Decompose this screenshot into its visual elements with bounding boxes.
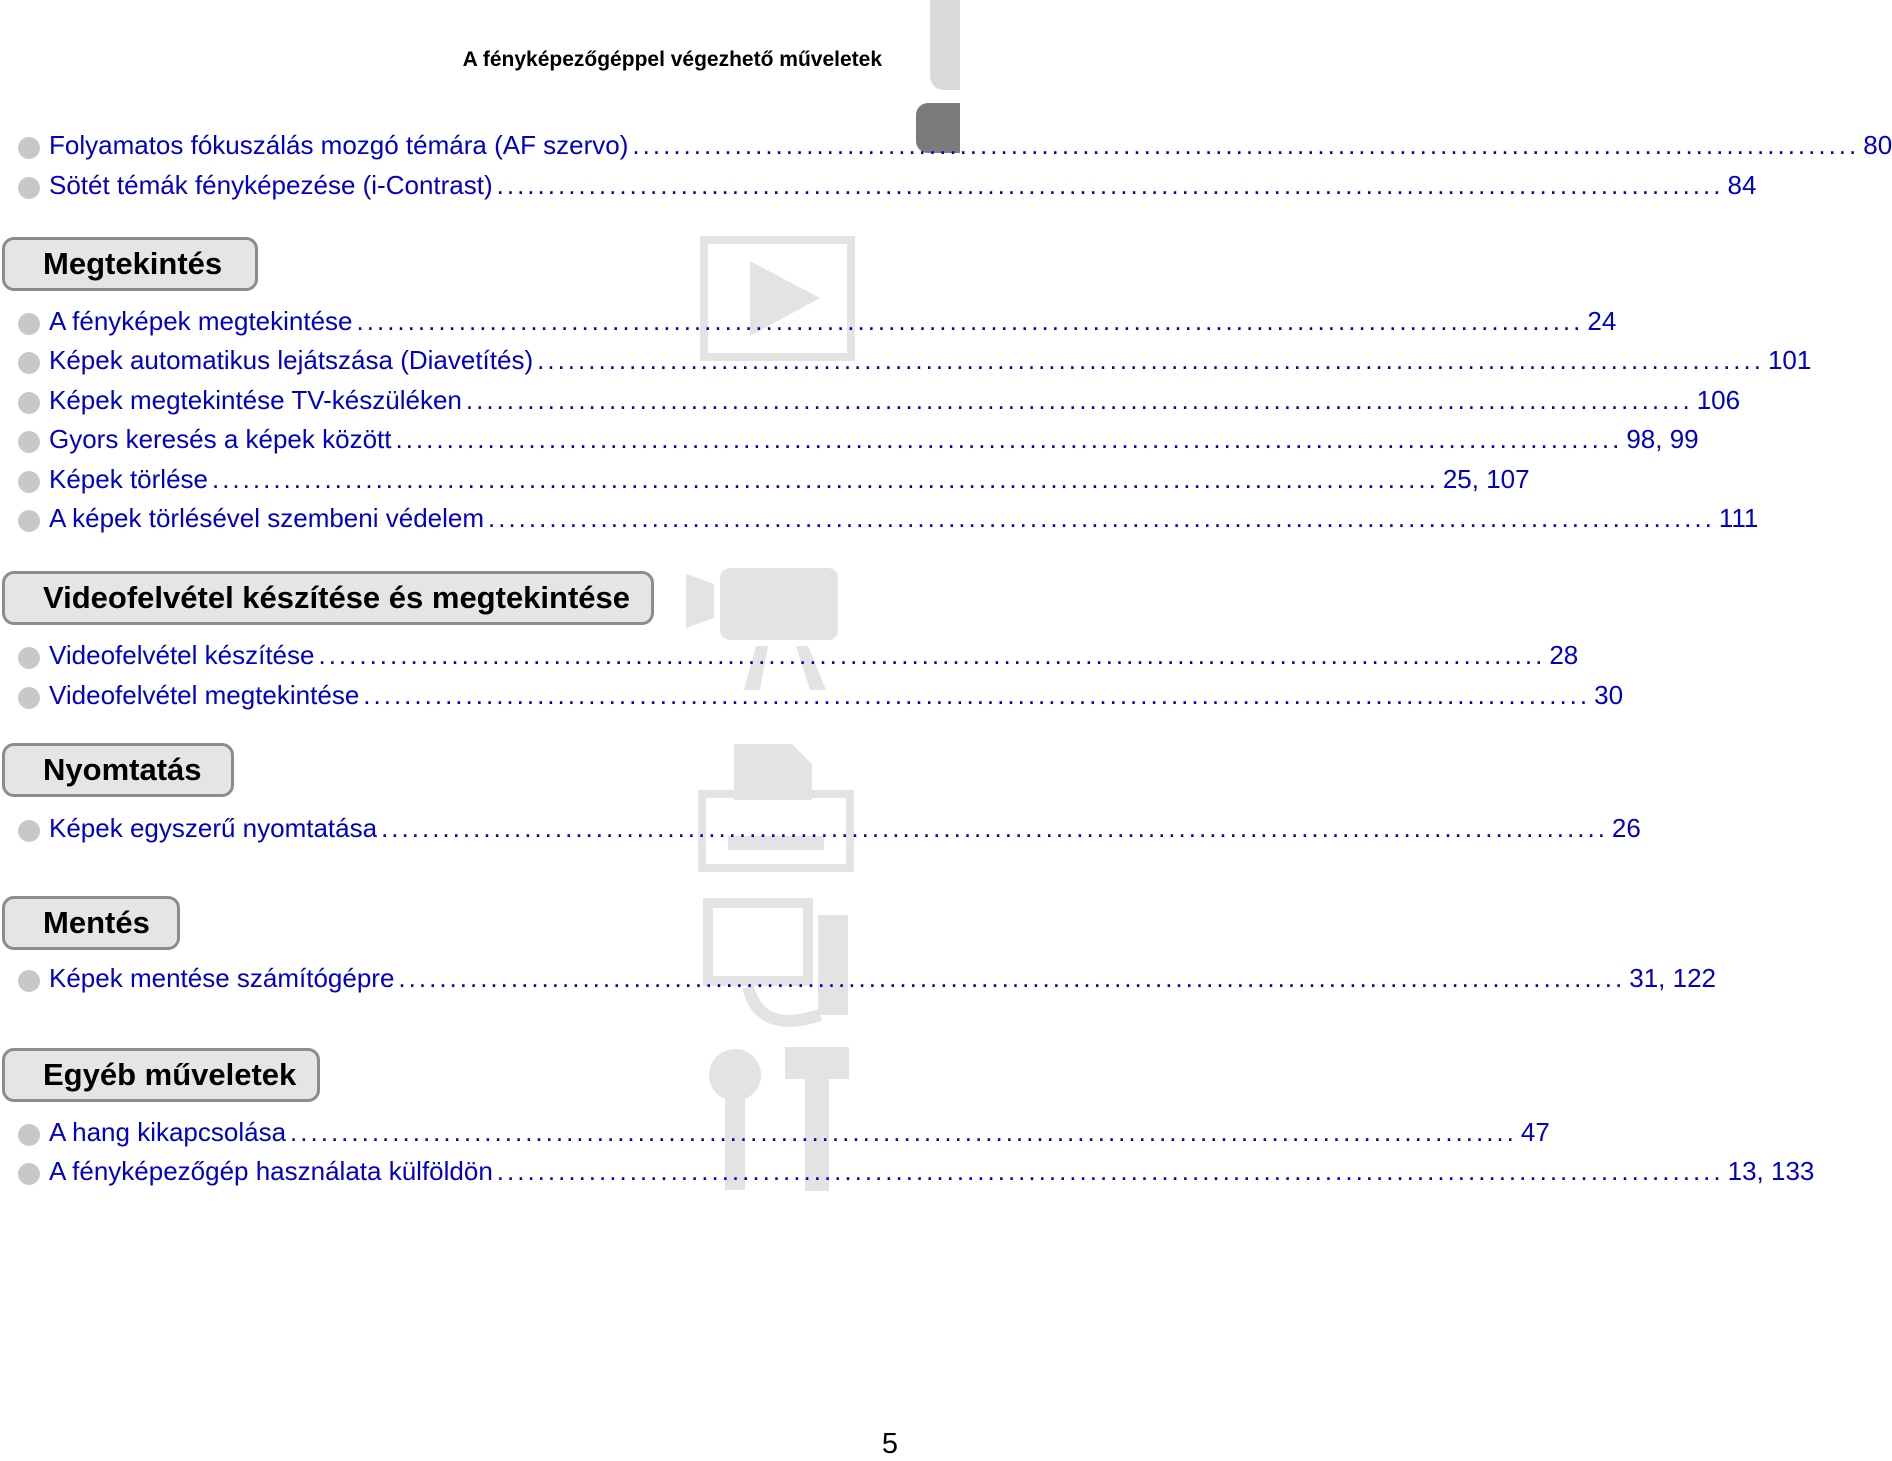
toc-entry[interactable] [18,1156,1815,1192]
toc-entry-label[interactable]: Képek egyszerű nyomtatása [49,813,378,843]
toc-entry-page[interactable]: 80 [1863,130,1892,160]
toc-entry[interactable] [18,345,1812,381]
toc-entry-label[interactable]: Videofelvétel megtekintése [49,680,360,710]
section-title: Megtekintés [43,246,223,281]
bullet-icon [18,1163,40,1185]
dot-leader: ........................................................................................................................ [496,170,1724,200]
bullet-icon [18,647,40,669]
side-tab-top [930,0,960,90]
toc-entry-label[interactable]: A hang kikapcsolása [49,1117,287,1147]
section-heading [2,1048,320,1102]
toc-entry-page[interactable]: 84 [1727,170,1757,200]
toc-entry-page[interactable]: 47 [1520,1117,1550,1147]
page-header-title: A fényképezőgéppel végezhető műveletek [462,48,882,71]
dot-leader: ........................................................................................................................ [381,813,1608,843]
toc-entry-page[interactable]: 25, 107 [1442,464,1530,494]
bullet-icon [18,177,40,199]
toc-entry-page[interactable]: 98, 99 [1626,424,1699,454]
toc-entry[interactable] [18,130,1892,166]
page-number: 5 [881,1428,898,1460]
toc-entry[interactable] [18,424,1699,460]
toc-entry-label[interactable]: A képek törlésével szembeni védelem [49,503,485,533]
toc-entry-page[interactable]: 24 [1587,306,1617,336]
section-heading [2,571,654,625]
section-heading [2,237,258,291]
toc-entry-label[interactable]: Képek megtekintése TV-készüléken [49,385,462,415]
bullet-icon [18,510,40,532]
toc-entry[interactable] [18,963,1717,999]
dot-leader: ........................................................................................................................ [211,464,1439,494]
bullet-icon [18,687,40,709]
toc-entry-label[interactable]: Gyors keresés a képek között [49,424,392,454]
dot-leader: ........................................................................................................................ [356,306,1584,336]
toc-entry-page[interactable]: 13, 133 [1727,1156,1815,1186]
toc-entry-label[interactable]: Képek törlése [49,464,208,494]
dot-leader: ........................................................................................................................ [363,680,1591,710]
toc-entry[interactable] [18,640,1579,676]
toc-entry-page[interactable]: 28 [1549,640,1579,670]
dot-leader: ........................................................................................................................ [488,503,1715,533]
section-heading [2,896,180,950]
section-title: Egyéb műveletek [43,1057,297,1092]
bullet-icon [18,820,40,842]
toc-entry[interactable] [18,170,1757,206]
toc-entry-label[interactable]: Sötét témák fényképezése (i-Contrast) [49,170,493,200]
printer-icon [700,740,855,870]
dot-leader: ........................................................................................................................ [395,424,1623,454]
toc-entry-page[interactable]: 111 [1718,503,1759,533]
toc-entry-label[interactable]: Videofelvétel készítése [49,640,315,670]
section-title: Nyomtatás [43,752,202,787]
section-title: Mentés [43,905,150,940]
toc-entry[interactable] [18,813,1641,849]
dot-leader: ........................................................................................................................ [537,345,1764,375]
dot-leader: ........................................................................................................................ [465,385,1693,415]
toc-entry-page[interactable]: 30 [1594,680,1624,710]
toc-entry[interactable] [18,464,1530,500]
section-title: Videofelvétel készítése és megtekintése [43,580,631,615]
toc-entry-label[interactable]: Képek mentése számítógépre [49,963,395,993]
toc-entry-page[interactable]: 106 [1696,385,1741,415]
bullet-icon [18,970,40,992]
bullet-icon [18,431,40,453]
toc-entry-label[interactable]: Képek automatikus lejátszása (Diavetítés) [49,345,534,375]
bullet-icon [18,1124,40,1146]
bullet-icon [18,352,40,374]
dot-leader: ........................................................................................................................ [318,640,1546,670]
bullet-icon [18,313,40,335]
toc-entry-label[interactable]: Folyamatos fókuszálás mozgó témára (AF szervo) [49,130,629,160]
toc-entry[interactable] [18,503,1759,539]
playback-icon [700,236,855,361]
toc-entry[interactable] [18,306,1617,342]
toc-entry-label[interactable]: A fényképek megtekintése [49,306,353,336]
toc-entry-page[interactable]: 101 [1767,345,1812,375]
bullet-icon [18,392,40,414]
toc-entry-page[interactable]: 26 [1611,813,1641,843]
toc-entry[interactable] [18,385,1741,421]
dot-leader: ........................................................................................................................ [632,130,1860,160]
toc-entry[interactable] [18,1117,1550,1153]
dot-leader: ........................................................................................................................ [290,1117,1517,1147]
toc-entry-label[interactable]: A fényképezőgép használata külföldön [49,1156,493,1186]
toc-entry-page[interactable]: 31, 122 [1629,963,1717,993]
dot-leader: ........................................................................................................................ [398,963,1626,993]
bullet-icon [18,471,40,493]
dot-leader: ........................................................................................................................ [496,1156,1724,1186]
toc-entry[interactable] [18,680,1624,716]
bullet-icon [18,137,40,159]
section-heading [2,743,234,797]
